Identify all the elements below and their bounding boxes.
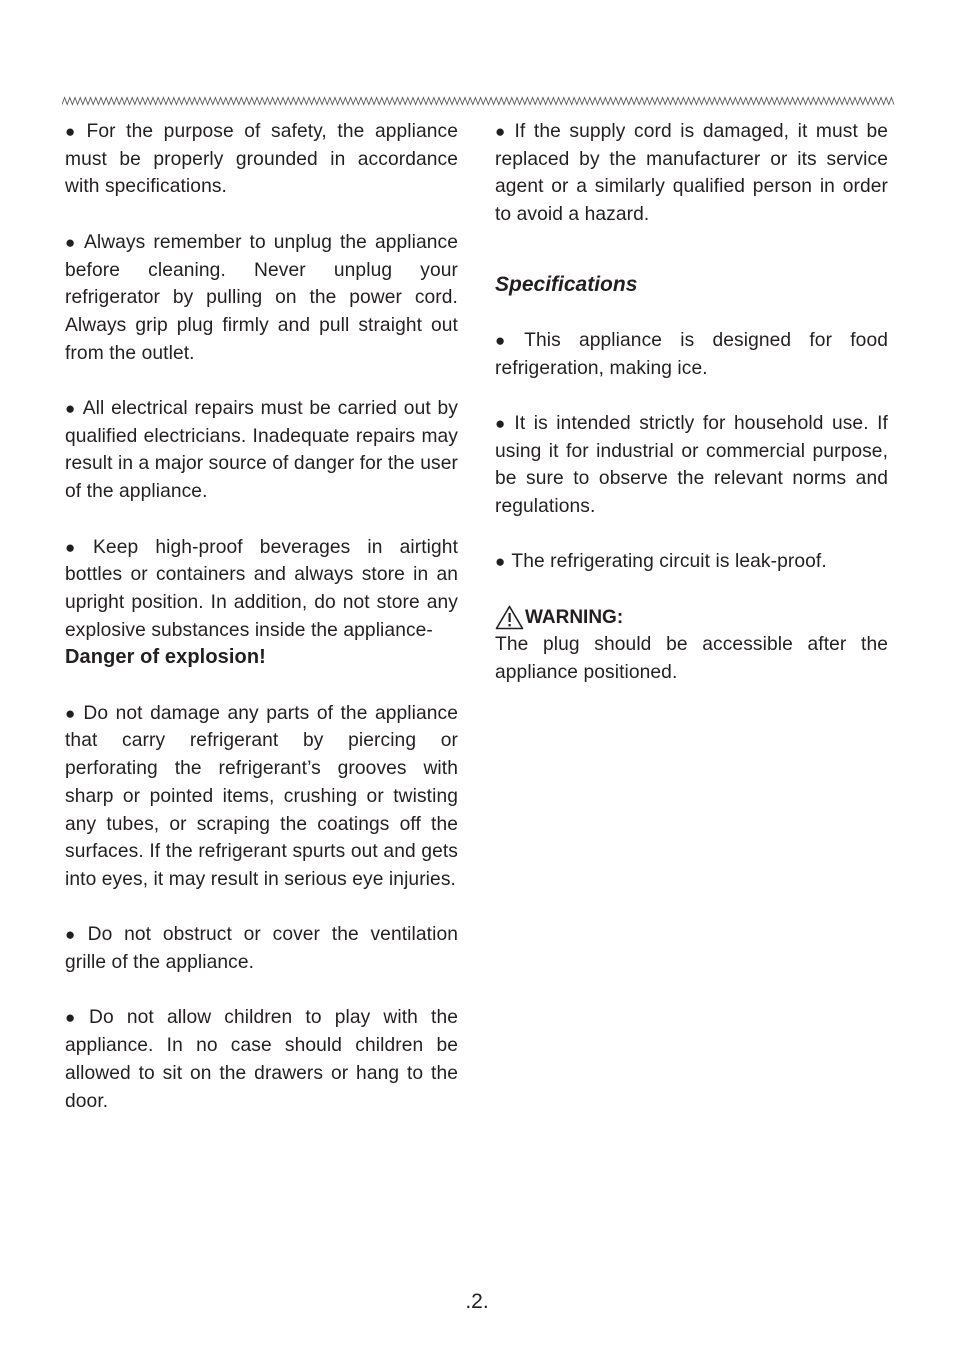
bullet-icon: ● xyxy=(495,552,506,572)
safety-item-refrigerant: ● Do not damage any parts of the appliance that carry refrigerant by piercing or perforating the refrigerant’s grooves with sharp or pointed items, crushing or twisting any tubes, or scraping the coatings off the surfaces. If the refrigerant spurts out and gets into eyes, it may result in serious eye injuries. xyxy=(65,702,458,890)
decorative-zigzag-rule xyxy=(62,96,896,106)
bullet-icon: ● xyxy=(65,232,78,252)
safety-item-children: ● Do not allow children to play with the appliance. In no case should children be allowed to sit on the drawers or hang to the door. xyxy=(65,1007,458,1112)
warning-text: The plug should be accessible after the appliance positioned. xyxy=(495,633,888,683)
warning-label: WARNING: xyxy=(525,606,624,628)
safety-item-grounding: ● For the purpose of safety, the appliance must be properly grounded in accordance with specifications. xyxy=(65,121,458,198)
spec-item-household-use: ● It is intended strictly for household use. If using it for industrial or commercial purpose, be sure to observe the relevant norms and regulations. xyxy=(495,412,888,518)
warning-heading xyxy=(495,604,888,631)
spec-item-leak-proof: ● The refrigerating circuit is leak-proof. xyxy=(495,551,827,573)
left-column xyxy=(65,118,458,1143)
bullet-icon: ● xyxy=(65,925,82,945)
spec-item-food-refrigeration: ● This appliance is designed for food refrigeration, making ice. xyxy=(495,329,888,379)
bullet-icon: ● xyxy=(65,399,77,418)
page-number: .2. xyxy=(465,1290,489,1313)
safety-item-unplug: ● Always remember to unplug the appliance before cleaning. Never unplug your refrigerator by pulling on the power cord. Always grip plug firmly and pull straight out from the outlet. xyxy=(65,231,459,364)
bullet-icon: ● xyxy=(495,413,509,433)
bullet-icon: ● xyxy=(65,122,81,141)
safety-item-supply-cord: ● If the supply cord is damaged, it must be replaced by the manufacturer or its service agent or a similarly qualified person in order to avoid a hazard. xyxy=(495,121,888,226)
safety-item-ventilation: ● Do not obstruct or cover the ventilation grille of the appliance. xyxy=(65,924,458,974)
bullet-icon: ● xyxy=(495,122,509,141)
bullet-icon: ● xyxy=(65,703,78,723)
bullet-icon: ● xyxy=(65,1008,84,1028)
warning-triangle-icon xyxy=(495,605,524,630)
danger-of-explosion: Danger of explosion! xyxy=(65,646,266,669)
bullet-icon: ● xyxy=(495,330,519,350)
bullet-icon: ● xyxy=(65,537,88,557)
specifications-heading: Specifications xyxy=(495,272,638,296)
right-column xyxy=(495,118,888,686)
safety-item-repairs: ● All electrical repairs must be carried out by qualified electricians. Inadequate repairs may result in a major source of danger for the user of the appliance. xyxy=(65,398,458,503)
safety-item-beverages: ● Keep high-proof beverages in airtight bottles or containers and always store in an upright position. In addition, do not store any explosive substances inside the appliance- Danger of explosion! xyxy=(65,534,458,673)
